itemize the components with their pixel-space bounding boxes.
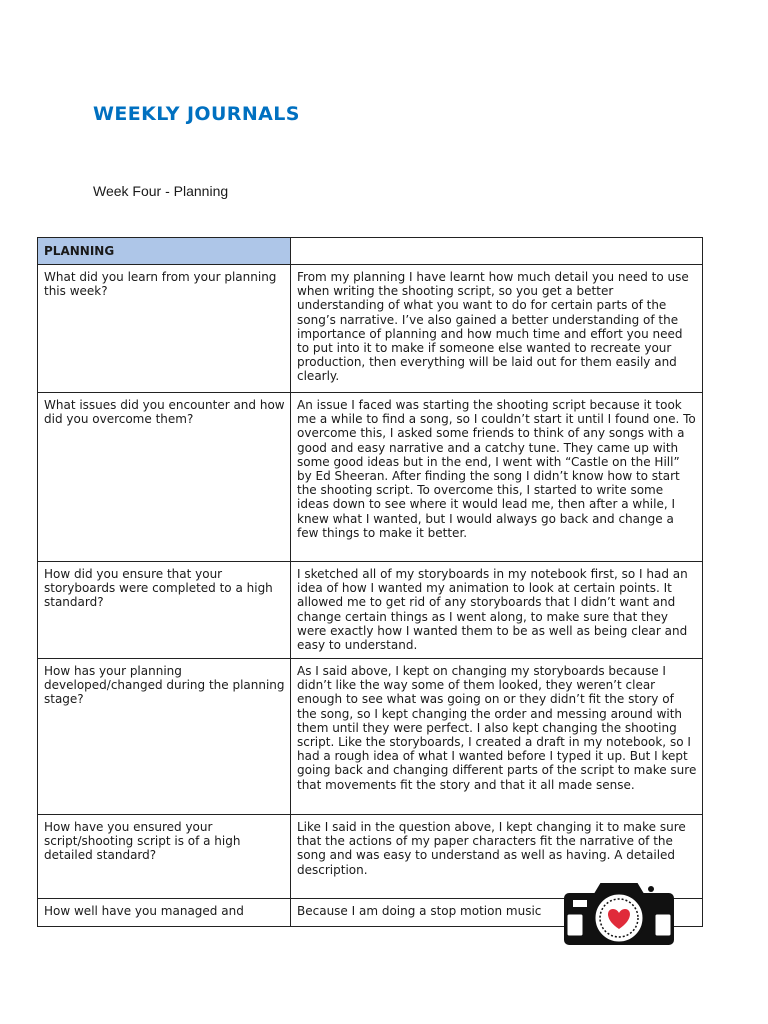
- question-cell: [38, 899, 291, 927]
- camera-flash: [573, 900, 587, 907]
- document-subtitle: Week Four - Planning: [93, 183, 229, 199]
- answer-cell: An issue I faced was starting the shooting script because it took me a while to find a song, so I couldn’t start it until I found one. To overcome this, I asked some friends to think of any songs with a good and easy narrative and a catchy tune. They came up with some good ideas but in the end, I went with “Castle on the Hill” by Ed Sheeran. After finding the song I didn’t know how to start the shooting script. To overcome this, I started to write some ideas down to see where it would lead me, then after a while, I knew what I wanted, but I would always go back and change a few things to make it better.: [291, 393, 703, 562]
- document-title: WEEKLY JOURNALS: [93, 103, 300, 125]
- answer-cell: From my planning I have learnt how much detail you need to use when writing the shooting script, so you get a better understanding of what you want to do for certain parts of the song’s narrative. I’ve also gained a better understanding of the importance of planning and how much time and effort you need to put into it to make if someone else wanted to recreate your production, then everything will be laid out for them easily and clearly.: [291, 265, 703, 393]
- table-header-label: PLANNING: [38, 238, 291, 265]
- question-cell: How did you ensure that your storyboards were completed to a high standard?: [38, 562, 291, 659]
- question-cell: How have you ensured your script/shooting script is of a high detailed standard?: [38, 815, 291, 899]
- table-row: [38, 659, 703, 815]
- table-header-blank: [291, 238, 703, 265]
- answer-cell: As I said above, I kept on changing my storyboards because I didn’t like the way some of them looked, they weren’t clear enough to see what was going on or they didn’t fit the story of the song, so I kept changing the order and messing around with them until they were perfect. I also kept changing the shooting script. Like the storyboards, I created a draft in my notebook, so I had a rough idea of what I wanted before I typed it up. But I kept going back and changing different parts of the script to make sure that movements fit the story and that it all made sense.: [291, 659, 703, 815]
- answer-text: Because I am doing a stop motion music: [297, 904, 542, 918]
- table-row: [38, 393, 703, 562]
- camera-shutter-button: [648, 886, 654, 892]
- answer-cell: Like I said in the question above, I kept changing it to make sure that the actions of my paper characters fit the narrative of the song and was easy to understand as well as having. A detailed description.: [291, 815, 703, 899]
- question-cell: What did you learn from your planning this week?: [38, 265, 291, 393]
- question-cell: How has your planning developed/changed during the planning stage?: [38, 659, 291, 815]
- question-text: How well have you managed and: [44, 904, 244, 918]
- table-row: [38, 562, 703, 659]
- camera-grip-right: [655, 914, 671, 936]
- answer-cell: I sketched all of my storyboards in my notebook first, so I had an idea of how I wanted my animation to look at certain points. It allowed me to get rid of any storyboards that I didn’t want and change certain things as I went along, to make sure that they were exactly how I wanted them to be as well as being clear and easy to understand.: [291, 562, 703, 659]
- table-row: [38, 265, 703, 393]
- camera-grip-left: [567, 914, 583, 936]
- question-cell: What issues did you encounter and how did you overcome them?: [38, 393, 291, 562]
- camera-heart-icon: [561, 880, 677, 948]
- planning-journal-table: [37, 237, 703, 927]
- table-header-row: [38, 238, 703, 265]
